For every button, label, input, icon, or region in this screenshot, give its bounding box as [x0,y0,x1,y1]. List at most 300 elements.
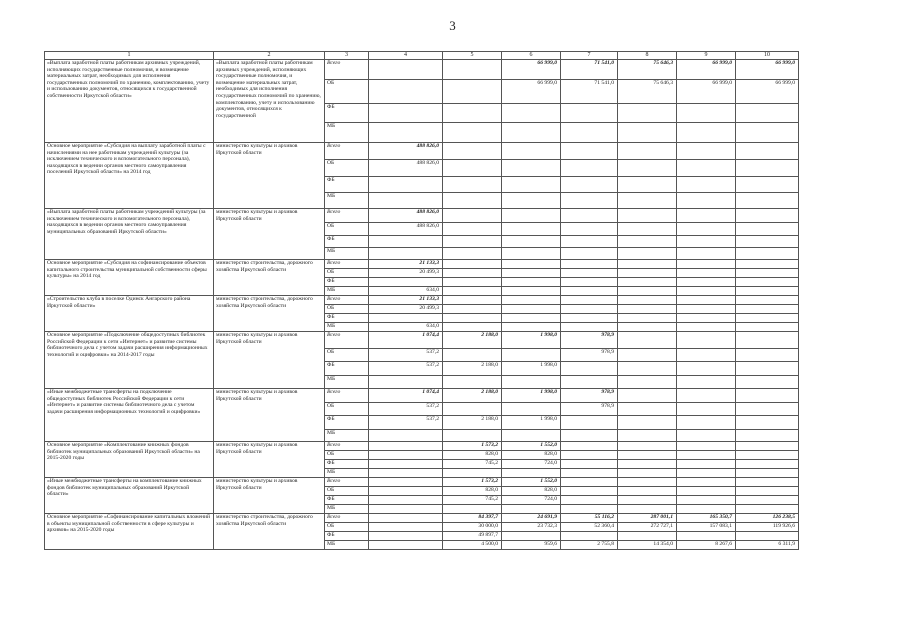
amount-cell [561,177,618,193]
amount-cell [502,314,561,323]
funding-table [44,51,799,550]
amount-cell [561,305,618,314]
amount-cell: 978,9 [561,332,618,349]
amount-cell [561,278,618,287]
amount-cell: 537,2 [369,416,443,430]
amount-cell: 287 001,1 [618,514,677,523]
amount-cell [736,160,799,177]
amount-cell [736,389,799,403]
measure-name: «Выплата заработной платы работникам учреждений культуры (за исключением технического и вспомогательного персонала), находящихся в ведении органов местного самоуправления муниципальных образований Иркутской области» [45,209,214,260]
amount-cell: 724,0 [502,460,561,469]
amount-cell: 1 998,0 [502,416,561,430]
measure-name: Основное мероприятие «Комплектование книжных фондов библиотек муниципальных образований Иркутской области» на 2015-2020 годы [45,442,214,478]
amount-cell [561,123,618,143]
funding-source-label: ОБ [325,305,369,314]
amount-cell [561,442,618,451]
amount-cell [677,278,736,287]
funding-source-label: ФБ [325,496,369,505]
executor-name: министерство культуры и архивов Иркутской области [214,442,325,478]
amount-cell [443,376,502,389]
amount-cell [677,478,736,487]
amount-cell: 745,2 [443,460,502,469]
funding-source-label: Всего [325,260,369,269]
funding-source-label: ФБ [325,314,369,323]
funding-source-label: ФБ [325,362,369,376]
amount-cell [443,278,502,287]
amount-cell [618,430,677,442]
amount-cell [369,514,443,523]
column-header: 4 [369,52,443,60]
amount-cell [561,143,618,160]
measure-name: «Выплата заработной платы работникам архивных учреждений, исполняющих государственные полномочия, и возмещение материальных затрат, необходимых для исполнения государственных полномочий по хранению, комплектованию, учету и использованию документов, относящихся к государственной собственности Иркутской области» [45,60,214,143]
amount-cell: 2 188,0 [443,332,502,349]
amount-cell [618,260,677,269]
amount-cell: 126 238,5 [736,514,799,523]
amount-cell: 30 000,0 [443,523,502,532]
amount-cell [369,80,443,104]
amount-cell: 71 541,0 [561,60,618,80]
funding-source-label: МБ [325,430,369,442]
amount-cell [677,505,736,514]
amount-cell [443,80,502,104]
amount-cell [369,60,443,80]
amount-cell [677,193,736,209]
measure-name: Основное мероприятие «Софинансирование капитальных вложений в объекты муниципальной собственности в сфере культуры и архивов» на 2015-2020 годы [45,514,214,550]
amount-cell [677,451,736,460]
column-header: 10 [736,52,799,60]
amount-cell [677,104,736,123]
amount-cell [618,416,677,430]
amount-cell [618,223,677,236]
amount-cell [443,430,502,442]
amount-cell: 1 998,0 [502,362,561,376]
amount-cell [443,403,502,416]
amount-cell [502,403,561,416]
amount-cell [618,177,677,193]
amount-cell [736,260,799,269]
amount-cell [677,305,736,314]
amount-cell [736,451,799,460]
amount-cell [502,430,561,442]
column-header: 9 [677,52,736,60]
amount-cell [618,376,677,389]
funding-source-label: Всего [325,442,369,451]
column-header: 2 [214,52,325,60]
amount-cell: 66 999,0 [736,80,799,104]
amount-cell: 21 133,3 [369,260,443,269]
amount-cell [677,236,736,248]
amount-cell [736,332,799,349]
amount-cell [443,209,502,223]
amount-cell [502,177,561,193]
measure-name: «Строительство клуба в поселке Одинск Ангарского района Иркутской области» [45,296,214,332]
measure-name: «Иные межбюджетные трансферты на подключение общедоступных библиотек Российской Федерации к сети «Интернет» и развитие системы библиотечного дела с учетом задачи расширения информационных технологий и оцифровки» [45,389,214,442]
funding-source-label: Всего [325,332,369,349]
measure-name: Основное мероприятие «Подключение общедоступных библиотек Российской Федерации к сети «Интернет» и развитие системы библиотечного дела с учетом задачи расширения информационных технологий и оцифровки» на 2014-2017 годы [45,332,214,389]
amount-cell [443,60,502,80]
funding-source-label: ОБ [325,80,369,104]
amount-cell: 488 826,0 [369,209,443,223]
amount-cell [618,403,677,416]
amount-cell [618,314,677,323]
amount-cell [502,248,561,260]
table-row [45,442,799,451]
amount-cell [443,123,502,143]
amount-cell [677,269,736,278]
amount-cell [618,389,677,403]
amount-cell: 49 897,7 [443,532,502,541]
amount-cell [561,269,618,278]
amount-cell [736,193,799,209]
amount-cell [369,193,443,209]
amount-cell [736,532,799,541]
funding-source-label: ФБ [325,236,369,248]
amount-cell: 2 188,0 [443,362,502,376]
amount-cell [369,541,443,550]
amount-cell: 157 083,1 [677,523,736,532]
amount-cell [502,143,561,160]
amount-cell: 66 999,0 [502,60,561,80]
funding-source-label: ОБ [325,487,369,496]
amount-cell [677,223,736,236]
amount-cell [502,123,561,143]
amount-cell [618,123,677,143]
amount-cell [561,287,618,296]
amount-cell [502,376,561,389]
funding-source-label: Всего [325,514,369,523]
amount-cell [561,296,618,305]
amount-cell [369,278,443,287]
amount-cell: 1 998,0 [502,332,561,349]
amount-cell: 1 573,2 [443,442,502,451]
amount-cell [736,416,799,430]
amount-cell [369,487,443,496]
amount-cell [502,236,561,248]
amount-cell [677,323,736,332]
amount-cell [677,362,736,376]
amount-cell [736,296,799,305]
amount-cell [502,323,561,332]
amount-cell [736,403,799,416]
amount-cell: 75 646,3 [618,60,677,80]
funding-source-label: МБ [325,505,369,514]
amount-cell [677,532,736,541]
amount-cell [677,430,736,442]
amount-cell: 14 354,0 [618,541,677,550]
executor-name: «Выплата заработной платы работникам архивных учреждений, исполняющих государственные полномочия, и возмещение материальных затрат, необходимых для исполнения государственных полномочий по хранению, комплектованию, учету и использованию документов, относящихся к государственной [214,60,325,143]
amount-cell [561,248,618,260]
amount-cell [677,209,736,223]
amount-cell [502,193,561,209]
amount-cell: 66 999,0 [677,80,736,104]
amount-cell [369,376,443,389]
amount-cell [502,223,561,236]
amount-cell [677,349,736,362]
amount-cell [443,248,502,260]
amount-cell [736,104,799,123]
amount-cell [618,209,677,223]
amount-cell: 272 727,1 [618,523,677,532]
amount-cell [618,248,677,260]
amount-cell [736,123,799,143]
funding-source-label: МБ [325,541,369,550]
amount-cell [561,451,618,460]
amount-cell [502,269,561,278]
amount-cell [443,260,502,269]
amount-cell [618,305,677,314]
column-header: 8 [618,52,677,60]
amount-cell [677,123,736,143]
amount-cell [677,260,736,269]
amount-cell [618,362,677,376]
amount-cell [677,314,736,323]
amount-cell [369,532,443,541]
amount-cell [502,287,561,296]
amount-cell [369,248,443,260]
amount-cell: 2 188,0 [443,416,502,430]
amount-cell [369,123,443,143]
amount-cell [561,223,618,236]
funding-source-label: МБ [325,376,369,389]
amount-cell [736,323,799,332]
funding-source-label: ОБ [325,403,369,416]
amount-cell [736,496,799,505]
amount-cell [561,160,618,177]
amount-cell [443,193,502,209]
amount-cell [736,236,799,248]
amount-cell: 828,0 [502,487,561,496]
amount-cell: 24 691,9 [502,514,561,523]
amount-cell [618,143,677,160]
funding-source-label: Всего [325,209,369,223]
column-header: 5 [443,52,502,60]
amount-cell: 20 499,3 [369,305,443,314]
executor-name: министерство строительства, дорожного хозяйства Иркутской области [214,260,325,296]
amount-cell [443,287,502,296]
amount-cell [618,460,677,469]
amount-cell [677,403,736,416]
amount-cell [736,223,799,236]
amount-cell [736,314,799,323]
funding-source-label: ФБ [325,416,369,430]
amount-cell [736,209,799,223]
amount-cell [443,505,502,514]
amount-cell [369,442,443,451]
amount-cell [502,160,561,177]
column-header: 3 [325,52,369,60]
amount-cell: 6 311,9 [736,541,799,550]
amount-cell [677,287,736,296]
amount-cell [443,160,502,177]
funding-source-label: ОБ [325,223,369,236]
amount-cell [618,442,677,451]
amount-cell: 634,0 [369,323,443,332]
amount-cell [677,442,736,451]
amount-cell [677,389,736,403]
amount-cell: 537,2 [369,403,443,416]
amount-cell [677,487,736,496]
amount-cell: 8 267,6 [677,541,736,550]
table-row [45,389,799,403]
amount-cell [736,177,799,193]
funding-source-label: МБ [325,193,369,209]
amount-cell: 488 826,0 [369,223,443,236]
amount-cell: 634,0 [369,287,443,296]
amount-cell: 537,2 [369,362,443,376]
amount-cell [736,469,799,478]
amount-cell: 959,6 [502,541,561,550]
amount-cell: 2 755,8 [561,541,618,550]
funding-source-label: ОБ [325,451,369,460]
amount-cell [736,278,799,287]
amount-cell [502,296,561,305]
amount-cell [736,478,799,487]
amount-cell [561,478,618,487]
amount-cell [736,269,799,278]
amount-cell [736,349,799,362]
amount-cell [561,193,618,209]
amount-cell [369,523,443,532]
amount-cell [618,296,677,305]
executor-name: министерство строительства, дорожного хозяйства Иркутской области [214,514,325,550]
amount-cell: 488 826,0 [369,160,443,177]
amount-cell [618,104,677,123]
amount-cell [502,469,561,478]
amount-cell [677,469,736,478]
amount-cell [443,223,502,236]
amount-cell [736,376,799,389]
amount-cell [502,278,561,287]
amount-cell [561,209,618,223]
amount-cell [443,469,502,478]
amount-cell [618,469,677,478]
measure-name: Основное мероприятие «Субсидия на выплату заработной платы с начислениями на нее работникам учреждений культуры (за исключением технического и вспомогательного персонала), находящихся в ведении органов местного самоуправления поселений Иркутской области» на 2014 год [45,143,214,209]
amount-cell [677,496,736,505]
amount-cell [369,177,443,193]
amount-cell [677,416,736,430]
amount-cell [369,236,443,248]
amount-cell [561,260,618,269]
amount-cell [561,532,618,541]
amount-cell [618,236,677,248]
amount-cell [618,323,677,332]
amount-cell: 488 826,0 [369,143,443,160]
amount-cell: 1 074,4 [369,332,443,349]
amount-cell [677,296,736,305]
amount-cell [677,332,736,349]
amount-cell: 1 552,0 [502,478,561,487]
funding-source-label: ФБ [325,104,369,123]
amount-cell [677,248,736,260]
amount-cell [618,487,677,496]
amount-cell: 4 500,0 [443,541,502,550]
amount-cell [736,442,799,451]
amount-cell [502,260,561,269]
amount-cell [443,177,502,193]
funding-source-label: ОБ [325,269,369,278]
amount-cell [443,314,502,323]
amount-cell: 21 133,3 [369,296,443,305]
header-row [45,52,799,60]
amount-cell: 55 116,2 [561,514,618,523]
amount-cell [677,177,736,193]
amount-cell [369,505,443,514]
amount-cell [369,478,443,487]
executor-name: министерство культуры и архивов Иркутской области [214,478,325,514]
amount-cell [618,451,677,460]
amount-cell [618,496,677,505]
column-header: 7 [561,52,618,60]
amount-cell [443,236,502,248]
amount-cell: 75 646,3 [618,80,677,104]
amount-cell: 66 999,0 [736,60,799,80]
column-header: 6 [502,52,561,60]
amount-cell [736,505,799,514]
measure-name: Основное мероприятие «Субсидия на софинансирование объектов капитального строительства муниципальной собственности сферы культуры» на 2014 год [45,260,214,296]
amount-cell [618,532,677,541]
executor-name: министерство строительства, дорожного хозяйства Иркутской области [214,296,325,332]
amount-cell: 66 999,0 [502,80,561,104]
table-row [45,209,799,223]
amount-cell [561,469,618,478]
table-row [45,296,799,305]
amount-cell [443,349,502,362]
table-row [45,514,799,523]
amount-cell: 119 926,6 [736,523,799,532]
table-row [45,60,799,80]
amount-cell [561,430,618,442]
executor-name: министерство культуры и архивов Иркутской области [214,143,325,209]
amount-cell [618,278,677,287]
page-number: 3 [449,18,456,33]
amount-cell [369,430,443,442]
table-row [45,332,799,349]
amount-cell: 66 999,0 [677,60,736,80]
table-row [45,143,799,160]
funding-source-label: Всего [325,389,369,403]
amount-cell [618,287,677,296]
amount-cell [561,104,618,123]
amount-cell: 745,2 [443,496,502,505]
amount-cell [443,305,502,314]
executor-name: министерство культуры и архивов Иркутской области [214,389,325,442]
amount-cell [369,460,443,469]
amount-cell [369,496,443,505]
amount-cell [736,143,799,160]
funding-source-label: МБ [325,469,369,478]
amount-cell: 84 397,7 [443,514,502,523]
funding-source-label: ОБ [325,523,369,532]
amount-cell: 1 552,0 [502,442,561,451]
table-row [45,260,799,269]
amount-cell [561,460,618,469]
amount-cell [618,332,677,349]
amount-cell [561,314,618,323]
amount-cell: 71 541,0 [561,80,618,104]
amount-cell [443,104,502,123]
amount-cell [443,323,502,332]
amount-cell [677,160,736,177]
amount-cell [618,193,677,209]
amount-cell [618,349,677,362]
funding-source-label: ОБ [325,349,369,362]
amount-cell: 828,0 [502,451,561,460]
amount-cell [561,323,618,332]
table-row [45,478,799,487]
amount-cell: 165 350,7 [677,514,736,523]
amount-cell: 23 732,3 [502,523,561,532]
amount-cell: 724,0 [502,496,561,505]
